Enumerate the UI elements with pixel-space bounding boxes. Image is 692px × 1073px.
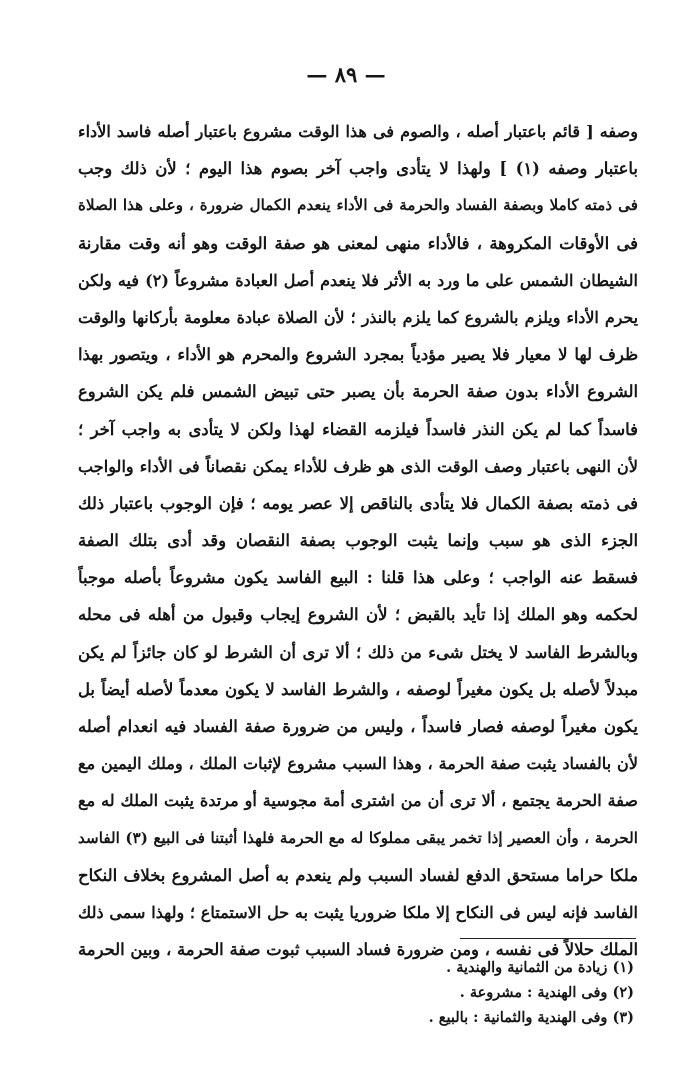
text-line-5: الشيطان الشمس على ما ورد به الأثر فلا ينعدم أصل العبادة مشروعاً (٢) فيه ولكن (78, 270, 638, 290)
text-line-23: الملك حلالاً فى نفسه ، ومن ضرورة فساد السبب ثبوت صفة الحرمة ، وبين الحرمة (78, 940, 638, 960)
text-line-15: وبالشرط الفاسد لا يختل شىء من ذلك ؛ ألا ترى أن الشرط لو كان جائزاً لم يكن (78, 642, 638, 662)
text-line-1: وصفه [ قائم باعتبار أصله ، والصوم فى هذا الوقت مشروع باعتبار أصله فاسد الأداء (78, 122, 638, 141)
main-text (78, 113, 638, 968)
text-line-22: الفاسد فإنه ليس فى النكاح إلا ملكا ضروريا يثبت به حل الاستمتاع ؛ ولهذا سمى ذلك (78, 902, 638, 922)
text-line-17: يكون مغيراً لوصفه فصار فاسداً ، وليس من ضرورة صفة الفساد فيه انعدام أصله (78, 717, 638, 736)
footnotes (234, 955, 634, 1030)
text-line-18: لأن بالفساد يثبت صفة الحرمة ، وهذا السبب مشروع لإثبات الملك ، وملك اليمين مع (78, 754, 638, 774)
text-line-12: الجزء الذى هو سبب وإنما يثبت الوجوب بصفة النقصان وقد أدى بتلك الصفة (78, 531, 638, 551)
text-line-11: فى ذمته بصفة الكمال فلا يتأدى بالناقص إلا عصر يومه ؛ فإن الوجوب باعتبار ذلك (78, 493, 638, 513)
page-number: — ٨٩ — (306, 62, 386, 87)
footnote-3: (٣) وفى الهندية والثمانية : بالبيع . (428, 1009, 634, 1026)
text-line-6: يحرم الأداء ويلزم بالشروع كما يلزم بالنذر ؛ لأن الصلاة عبادة معلومة بأركانها والوقت (78, 307, 638, 327)
text-line-7: ظرف لها لا معيار فلا يصير مؤدياً بمجرد الشروع والمحرم هو الأداء ، ويتصور بهذا (78, 345, 638, 365)
text-line-19: صفة الحرمة يجتمع ، ألا ترى أن من اشترى أمة مجوسية أو مرتدة يثبت الملك له مع (78, 791, 638, 811)
text-line-14: لحكمه وهو الملك إذا تأيد بالقبض ؛ لأن الشروع إيجاب وقبول من أهله فى محله (78, 605, 638, 625)
footnote-divider (460, 938, 636, 939)
footnote-2: (٢) وفى الهندية : مشروعة . (459, 984, 634, 1001)
text-line-3: فى ذمته كاملا وبصفة الفساد والحرمة فى الأداء ينعدم الكمال ضرورة ، وعلى هذا الصلاة (78, 196, 638, 215)
text-line-9: فاسداً كما لم يكن النذر فاسداً فيلزمه القضاء لهذا ولكن لا يتأدى به واجب آخر ؛ (78, 419, 638, 439)
text-line-13: فسقط عنه الواجب ؛ وعلى هذا قلنا : البيع الفاسد يكون مشروعاً بأصله موجباً (78, 568, 638, 588)
text-line-4: فى الأوقات المكروهة ، فالأداء منهى لمعنى هو صفة الوقت وهو أنه وقت مقارنة (78, 233, 638, 253)
text-line-8: الشروع الأداء بدون صفة الحرمة بأن يصبر حتى تبيض الشمس فلم يكن الشروع (78, 382, 638, 402)
text-line-10: لأن النهى باعتبار وصف الوقت الذى هو ظرف للأداء يمكن نقصاناً فى الأداء والواجب (78, 456, 638, 476)
text-line-21: ملكا حراما مستحق الدفع لفساد السبب ولم ينعدم به أصل المشروع بخلاف النكاح (78, 865, 638, 885)
text-line-20: الحرمة ، وأن العصير إذا تخمر يبقى مملوكا له مع الحرمة فلهذا أثبتنا فى البيع (٣) الفاسد (78, 828, 638, 847)
text-line-16: مبدلاً لأصله بل يكون مغيراً لوصفه ، والشرط الفاسد لا يكون معدماً لأصله أيضاً بل (78, 679, 638, 699)
text-line-2: باعتبار وصفه (١) ] ولهذا لا يتأدى واجب آخر بصوم هذا اليوم ؛ لأن ذلك وجب (78, 159, 638, 179)
footnote-1: (١) زيادة من الثمانية والهندية . (446, 959, 634, 976)
